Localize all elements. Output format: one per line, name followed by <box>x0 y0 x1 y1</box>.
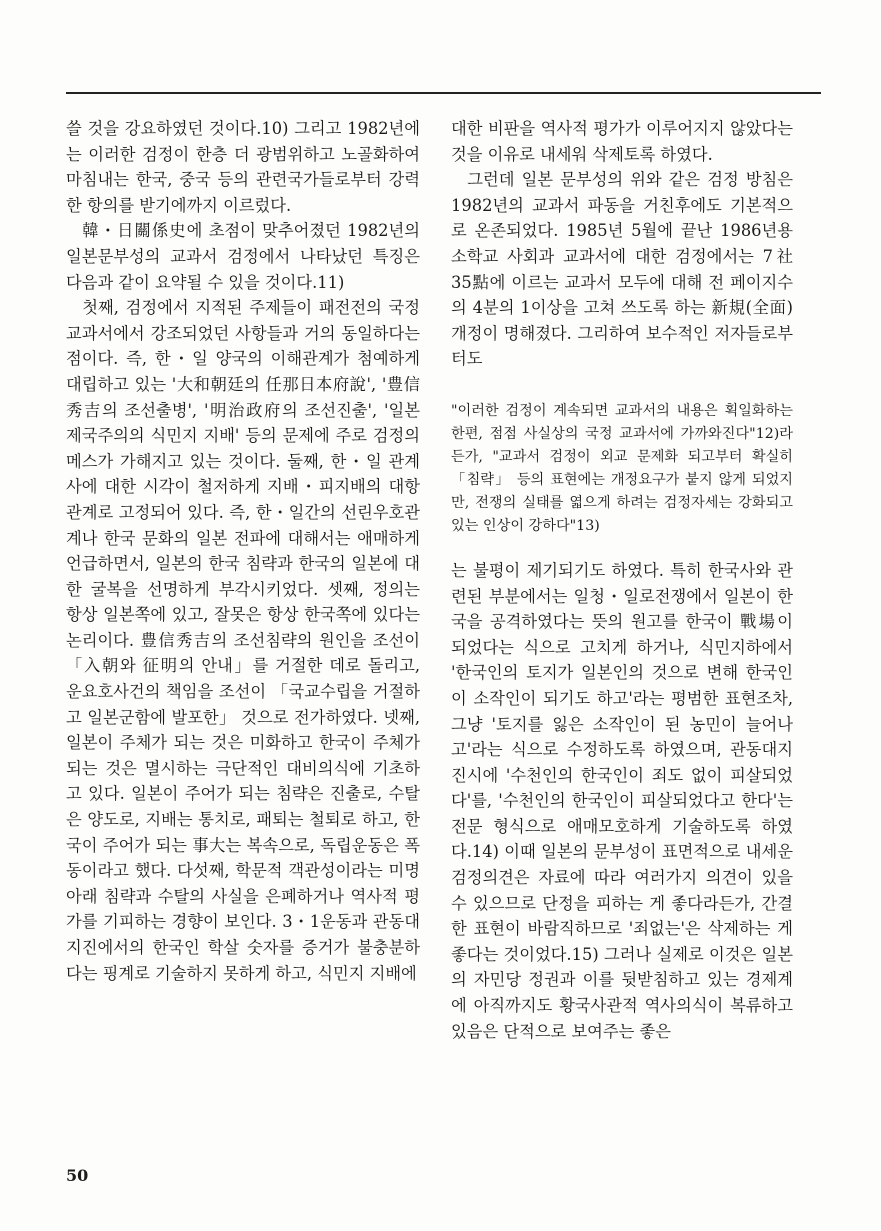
header-rule <box>66 92 821 94</box>
body-paragraph: 그런데 일본 문부성의 위와 같은 검정 방침은 1982년의 교과서 파동을 거친후에도 기본적으로 온존되었다. 1985년 5월에 끝난 1986년용 소학교 사회과 교과서에 대한 검정에서는 7社 35點에 이르는 교과서 모두에 대해 전 페이지수의 4분의 1이상을 고쳐 쓰도록 하는 新規(全面) 개정이 명해졌다. 그리하여 보수적인 저자들로부터도 <box>451 170 793 369</box>
body-paragraph: 韓・日關係史에 초점이 맞추어졌던 1982년의 일본문부성의 교과서 검정에서 나타났던 특징은 다음과 같이 요약될 수 있을 것이다.11) <box>66 221 420 292</box>
body-paragraph: 첫째, 검정에서 지적된 주제들이 패전전의 국정 교과서에서 강조되었던 사항들과 거의 동일하다는 점이다. 즉, 한・일 양국의 이해관계가 첨예하게 대립하고 있는 '大和朝廷의 任那日本府說', '豊信秀吉의 조선출병', '明治政府의 조선진출', '일본 제국주의의 식민지 지배' 등의 문제에 주로 검정의 메스가 가해지고 있는 것이다. 둘째, 한・일 관계사에 대한 시각이 철저하게 지배・피지배의 대항 관계로 고정되어 있다. 즉, 한・일간의 선린우호관계나 한국 문화의 일본 전파에 대해서는 애매하게 언급하면서, 일본의 한국 침략과 한국의 일본에 대한 굴복을 선명하게 부각시키었다. 셋째, 정의는 항상 일본쪽에 있고, 잘못은 항상 한국쪽에 있다는 논리이다. 豊信秀吉의 조선침략의 원인을 조선이 「入朝와 征明의 안내」를 거절한 데로 돌리고, 운요호사건의 책임을 조선이 「국교수립을 거절하고 일본군함에 발포한」 것으로 전가하였다. 넷째, 일본이 주체가 되는 것은 미화하고 한국이 주체가 되는 것은 멸시하는 극단적인 대비의식에 기초하고 있다. 일본이 주어가 되는 침략은 진출로, 수탈은 양도로, 지배는 통치로, 패퇴는 철퇴로 하고, 한국이 주어가 되는 事大는 복속으로, 독립운동은 폭동이라고 했다. 다섯째, 학문적 객관성이라는 미명 아래 침략과 수탈의 사실을 은폐하거나 역사적 평가를 기피하는 경향이 보인다. 3・1운동과 관동대지진에서의 한국인 학살 숫자를 증거가 불충분하다는 핑계로 기술하지 못하게 하고, 식민지 지배에 <box>66 298 420 983</box>
block-quote: "이러한 검정이 계속되면 교과서의 내용은 획일화하는 한편, 점점 사실상의 국정 교과서에 가까와진다"12)라든가, "교과서 검정이 외교 문제화 되고부터 확실히 「침략」 등의 표현에는 개정요구가 붙지 않게 되었지만, 전쟁의 실태를 엷으게 하려는 검정자세는 강화되고 있는 인상이 강하다"13) <box>451 402 793 534</box>
body-paragraph: 대한 비판을 역사적 평가가 이루어지지 않았다는 것을 이유로 내세워 삭제토록 하였다. <box>451 119 793 164</box>
right-column <box>451 116 793 1044</box>
body-paragraph: 는 불평이 제기되기도 하였다. 특히 한국사와 관련된 부분에서는 일청・일로전쟁에서 일본이 한국을 공격하였다는 뜻의 원고를 한국이 戰場이 되었다는 식으로 고치게 하거나, 식민지하에서 '한국인의 토지가 일본인의 것으로 변해 한국인이 소작인이 되기도 하고'라는 평범한 표현조차, 그냥 '토지를 잃은 소작인이 된 농민이 늘어나고'라는 식으로 수정하도록 하였으며, 관동대지진시에 '수천인의 한국인이 죄도 없이 피살되었다'를, '수천인의 한국인이 피살되었다고 한다'는 전문 형식으로 애매모호하게 기술하도록 하였다.14) 이때 일본의 문부성이 표면적으로 내세운 검정의견은 자료에 따라 여러가지 의견이 있을 수 있으므로 단정을 피하는 게 좋다라든가, 간결한 표현이 바람직하므로 '죄없는'은 삭제하는 게 좋다는 것이었다.15) 그러나 실제로 이것은 일본의 자민당 정권과 이를 뒷받침하고 있는 경제계에 아직까지도 황국사관적 역사의식이 복류하고 있음은 단적으로 보여주는 좋은 <box>451 560 793 1041</box>
page-number: 50 <box>66 1166 89 1185</box>
body-paragraph: 쓸 것을 강요하였던 것이다.10) 그리고 1982년에는 이러한 검정이 한층 더 광범위하고 노골화하여 마침내는 한국, 중국 등의 관련국가들로부터 강력한 항의를 받기에까지 이르렀다. <box>66 119 420 215</box>
left-column <box>66 116 420 986</box>
